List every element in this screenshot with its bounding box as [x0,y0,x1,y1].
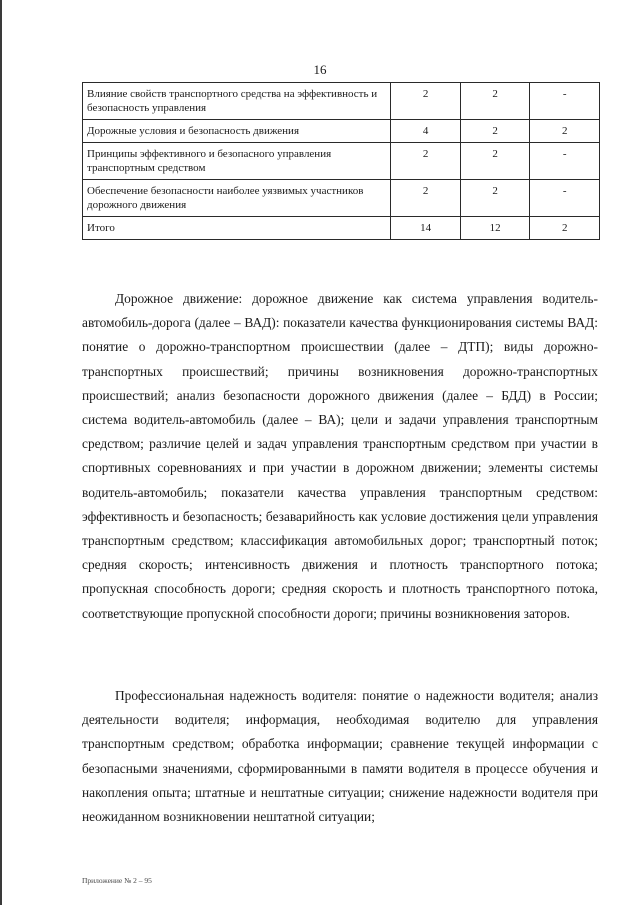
table-row [83,83,600,120]
body-paragraph-road-traffic: Дорожное движение: дорожное движение как система управления водитель-автомобиль-дорога (далее – ВАД): показатели качества функционирования системы ВАД: понятие о дорожно-транспортном происшествии (далее – ДТП); виды дорожно-транспортных происшествий; причины возникновения дорожно-транспортных происшествий; анализ безопасности дорожного движения (далее – БДД) в России; система водитель-автомобиль (далее – ВА); цели и задачи управления транспортным средством; различие целей и задач управления транспортным средством при участии в спортивных соревнованиях и при участии в дорожном движении; элементы системы водитель-автомобиль; показатели качества управления транспортным средством: эффективность и безопасность; безаварийность как условие достижения цели управления транспортным средством; классификация автомобильных дорог; транспортный поток; средняя скорость; интенсивность движения и плотность транспортного потока; пропускная способность дороги; средняя скорость и плотность транспортного потока, соответствующие пропускной способности дороги; причины возникновения заторов. [82,291,598,621]
total-label-cell: Итого [83,217,391,240]
body-paragraph-driver-reliability: Профессиональная надежность водителя: понятие о надежности водителя; анализ деятельности водителя; информация, необходимая водителю для управления транспортным средством; обработка информации; сравнение текущей информации с безопасными значениями, сформированными в памяти водителя в процессе обучения и накопления опыта; штатные и нештатные ситуации; снижение надежности водителя при неожиданном возникновении нештатной ситуации; [82,688,598,825]
hours-theory-cell: 2 [460,120,530,143]
hours-theory-cell: 2 [460,83,530,120]
hours-practice-cell: - [530,143,600,180]
hours-practice-cell: 2 [530,120,600,143]
footer-note: Приложение № 2 – 95 [82,876,152,885]
hours-theory-cell: 2 [460,180,530,217]
scan-edge [0,0,2,905]
topic-cell: Обеспечение безопасности наиболее уязвимых участников дорожного движения [83,180,391,217]
hours-total-cell: 2 [391,143,461,180]
table-row-total [83,217,600,240]
hours-total-cell: 4 [391,120,461,143]
hours-theory-cell: 12 [460,217,530,240]
hours-total-cell: 14 [391,217,461,240]
hours-practice-cell: 2 [530,217,600,240]
hours-practice-cell: - [530,83,600,120]
table-row [83,180,600,217]
table-row [83,120,600,143]
topic-cell: Принципы эффективного и безопасного управления транспортным средством [83,143,391,180]
topic-cell: Влияние свойств транспортного средства на эффективность и безопасность управления [83,83,391,120]
hours-theory-cell: 2 [460,143,530,180]
table-row [83,143,600,180]
hours-total-cell: 2 [391,180,461,217]
hours-practice-cell: - [530,180,600,217]
page-number: 16 [313,62,327,77]
topic-cell: Дорожные условия и безопасность движения [83,120,391,143]
curriculum-table [82,82,600,240]
hours-total-cell: 2 [391,83,461,120]
